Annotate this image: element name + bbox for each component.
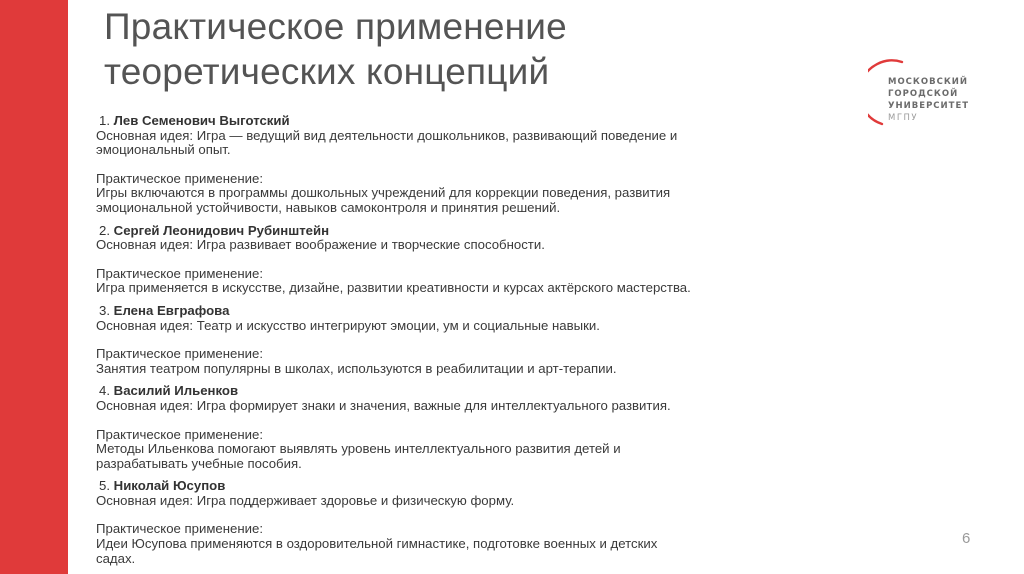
entry-number: 4. xyxy=(99,383,110,399)
entry-number: 5. xyxy=(99,478,110,494)
entry-spacer xyxy=(96,333,876,347)
entry-application-line: эмоциональной устойчивости, навыков самоконтроля и принятия решений. xyxy=(96,199,561,215)
entry-heading xyxy=(96,384,876,399)
entry-rubinstein xyxy=(96,224,876,296)
logo-text xyxy=(888,76,969,124)
entry-idea-line: Основная идея: Игра поддерживает здоровье и физическую форму. xyxy=(96,492,515,508)
logo-line-2: ГОРОДСКОЙ xyxy=(888,89,959,99)
entry-application-label: Практическое применение: xyxy=(96,346,264,362)
entry-name: Василий Ильенков xyxy=(113,383,239,399)
entry-application-label: Практическое применение: xyxy=(96,170,264,186)
entry-heading xyxy=(96,304,876,319)
entry-application-label: Практическое применение: xyxy=(96,426,264,442)
entry-ilyenkov xyxy=(96,384,876,471)
university-logo xyxy=(868,56,988,136)
entry-application-label: Практическое применение: xyxy=(96,521,264,537)
entry-application-line: Игра применяется в искусстве, дизайне, развитии креативности и курсах актёрского мастерства. xyxy=(96,280,691,296)
entry-heading xyxy=(96,479,876,494)
entry-name: Елена Евграфова xyxy=(113,302,230,318)
entry-application-line: Занятия театром популярны в школах, используются в реабилитации и арт-терапии. xyxy=(96,360,617,376)
logo-line-3: УНИВЕРСИТЕТ xyxy=(888,101,970,111)
logo-abbreviation: МГПУ xyxy=(888,113,919,123)
entry-heading xyxy=(96,114,876,129)
entry-name: Лев Семенович Выготский xyxy=(113,113,290,128)
entry-name: Николай Юсупов xyxy=(113,478,226,494)
entry-idea-line: Основная идея: Игра — ведущий вид деятельности дошкольников, развивающий поведение и xyxy=(96,127,678,143)
entry-idea-line: Основная идея: Игра формирует знаки и значения, важные для интеллектуального развития. xyxy=(96,397,671,413)
page-number: 6 xyxy=(962,530,971,547)
slide-title-line-1: Практическое применение xyxy=(104,6,567,47)
entry-name: Сергей Леонидович Рубинштейн xyxy=(113,222,330,238)
entry-number: 3. xyxy=(99,302,110,318)
entry-application-line: разрабатывать учебные пособия. xyxy=(96,455,302,471)
entry-number: 1. xyxy=(99,113,110,128)
entry-spacer xyxy=(96,158,876,172)
entry-heading xyxy=(96,224,876,239)
entry-application-line: Идеи Юсупова применяются в оздоровительной гимнастике, подготовке военных и детских xyxy=(96,536,658,552)
slide-title xyxy=(104,4,864,94)
entry-number: 2. xyxy=(99,222,110,238)
slide-content xyxy=(96,114,876,566)
entry-application-line: Игры включаются в программы дошкольных учреждений для коррекции поведения, развития xyxy=(96,185,671,201)
entry-application-label: Практическое применение: xyxy=(96,265,264,281)
entry-spacer xyxy=(96,508,876,522)
slide-title-line-2: теоретических концепций xyxy=(104,51,550,92)
left-accent-bar xyxy=(0,0,68,574)
entry-spacer xyxy=(96,253,876,267)
entry-idea-line: Основная идея: Театр и искусство интегрируют эмоции, ум и социальные навыки. xyxy=(96,317,600,333)
entry-spacer xyxy=(96,414,876,428)
entry-yusupov xyxy=(96,479,876,566)
entry-idea-line: Основная идея: Игра развивает воображение и творческие способности. xyxy=(96,237,545,253)
entry-application-line: Методы Ильенкова помогают выявлять уровень интеллектуального развития детей и xyxy=(96,441,621,457)
entry-application-line: садах. xyxy=(96,550,136,566)
entry-idea-line: эмоциональный опыт. xyxy=(96,142,231,158)
entry-vygotsky xyxy=(96,114,876,216)
logo-line-1: МОСКОВСКИЙ xyxy=(888,77,968,87)
entry-evgrafova xyxy=(96,304,876,376)
